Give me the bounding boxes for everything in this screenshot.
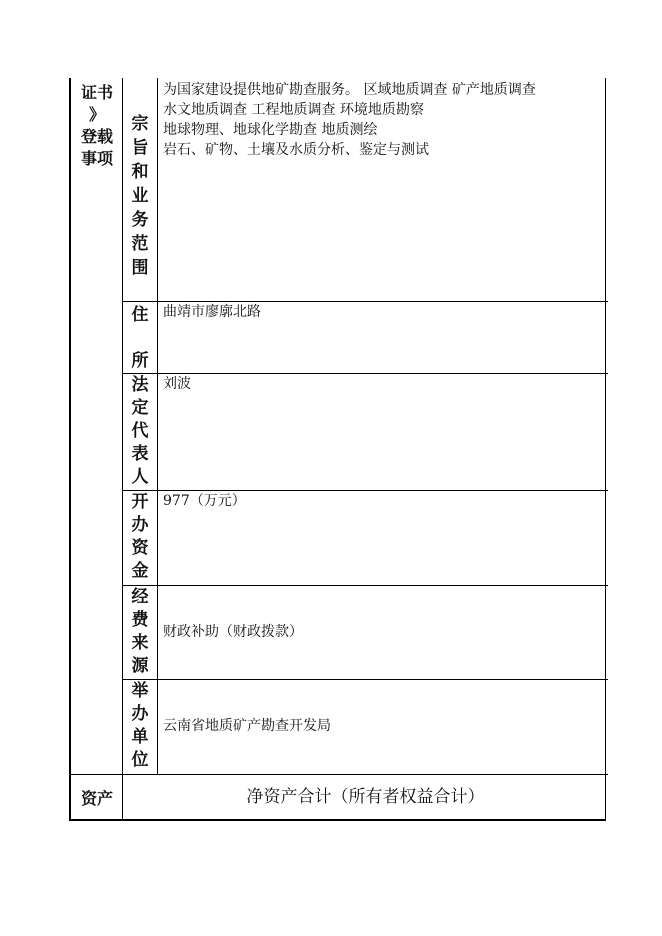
column-divider-right <box>157 78 158 774</box>
label-char: 来 <box>131 633 149 653</box>
label-char: 位 <box>131 750 149 770</box>
value-line: 岩石、矿物、土壤及水质分析、鉴定与测试 <box>163 142 429 158</box>
field-value-funding <box>163 622 303 642</box>
assets-label: 资产 <box>80 789 113 808</box>
label-char: 业 <box>131 186 149 206</box>
label-char: 法 <box>131 375 149 395</box>
field-label-legal-rep <box>123 374 157 489</box>
label-char: 经 <box>131 587 149 607</box>
registration-table <box>69 78 606 821</box>
row-divider-full <box>71 774 608 775</box>
assets-value: 净资产合计（所有者权益合计） <box>246 787 485 807</box>
label-char: 和 <box>131 162 149 182</box>
field-value-capital <box>163 491 246 511</box>
label-char: 务 <box>131 210 149 230</box>
label-char: 办 <box>131 515 149 535</box>
field-value-sponsor <box>163 716 331 736</box>
value-line: 977（万元） <box>163 493 246 509</box>
section-label-line: 证书 <box>80 83 113 102</box>
value-line: 地球物理、地球化学勘查 地质测绘 <box>163 122 378 138</box>
label-char: 开 <box>131 492 149 512</box>
section-label <box>71 82 123 170</box>
label-char: 费 <box>131 610 149 630</box>
field-label-funding <box>123 586 157 678</box>
label-char: 单 <box>131 727 149 747</box>
label-char: 人 <box>131 467 149 487</box>
label-char: 围 <box>131 258 149 278</box>
field-label-sponsor <box>123 680 157 772</box>
value-line: 财政补助（财政拨款） <box>163 624 303 640</box>
label-char: 宗 <box>131 114 149 134</box>
field-label-capital <box>123 491 157 583</box>
field-label-address <box>123 304 157 373</box>
value-line: 水文地质调查 工程地质调查 环境地质勘察 <box>163 102 424 118</box>
label-char: 范 <box>131 234 149 254</box>
field-value-legal-rep <box>163 374 191 394</box>
label-char: 旨 <box>131 138 149 158</box>
field-value-address <box>163 302 261 322</box>
section-label-line: 登载 <box>80 127 113 146</box>
label-char: 代 <box>131 421 149 441</box>
section-label-line: 事项 <box>80 149 113 168</box>
value-line: 刘波 <box>163 376 191 392</box>
label-char: 办 <box>131 704 149 724</box>
field-label-scope <box>123 112 157 280</box>
label-char: 定 <box>131 398 149 418</box>
row-divider <box>123 585 608 586</box>
field-value-scope <box>163 80 536 160</box>
label-char: 住 <box>131 305 149 325</box>
value-line: 曲靖市廖廓北路 <box>163 304 261 320</box>
label-char: 源 <box>131 656 149 676</box>
row-divider <box>123 373 608 374</box>
value-line: 为国家建设提供地矿勘查服务。 区域地质调查 矿产地质调查 <box>163 82 536 98</box>
label-char: 表 <box>131 444 149 464</box>
label-char: 举 <box>131 681 149 701</box>
label-char: 所 <box>131 351 149 371</box>
value-line: 云南省地质矿产勘查开发局 <box>163 718 331 734</box>
row-divider <box>123 679 608 680</box>
label-char: 金 <box>131 561 149 581</box>
label-char: 资 <box>131 538 149 558</box>
section-label-line: 》 <box>88 105 105 124</box>
